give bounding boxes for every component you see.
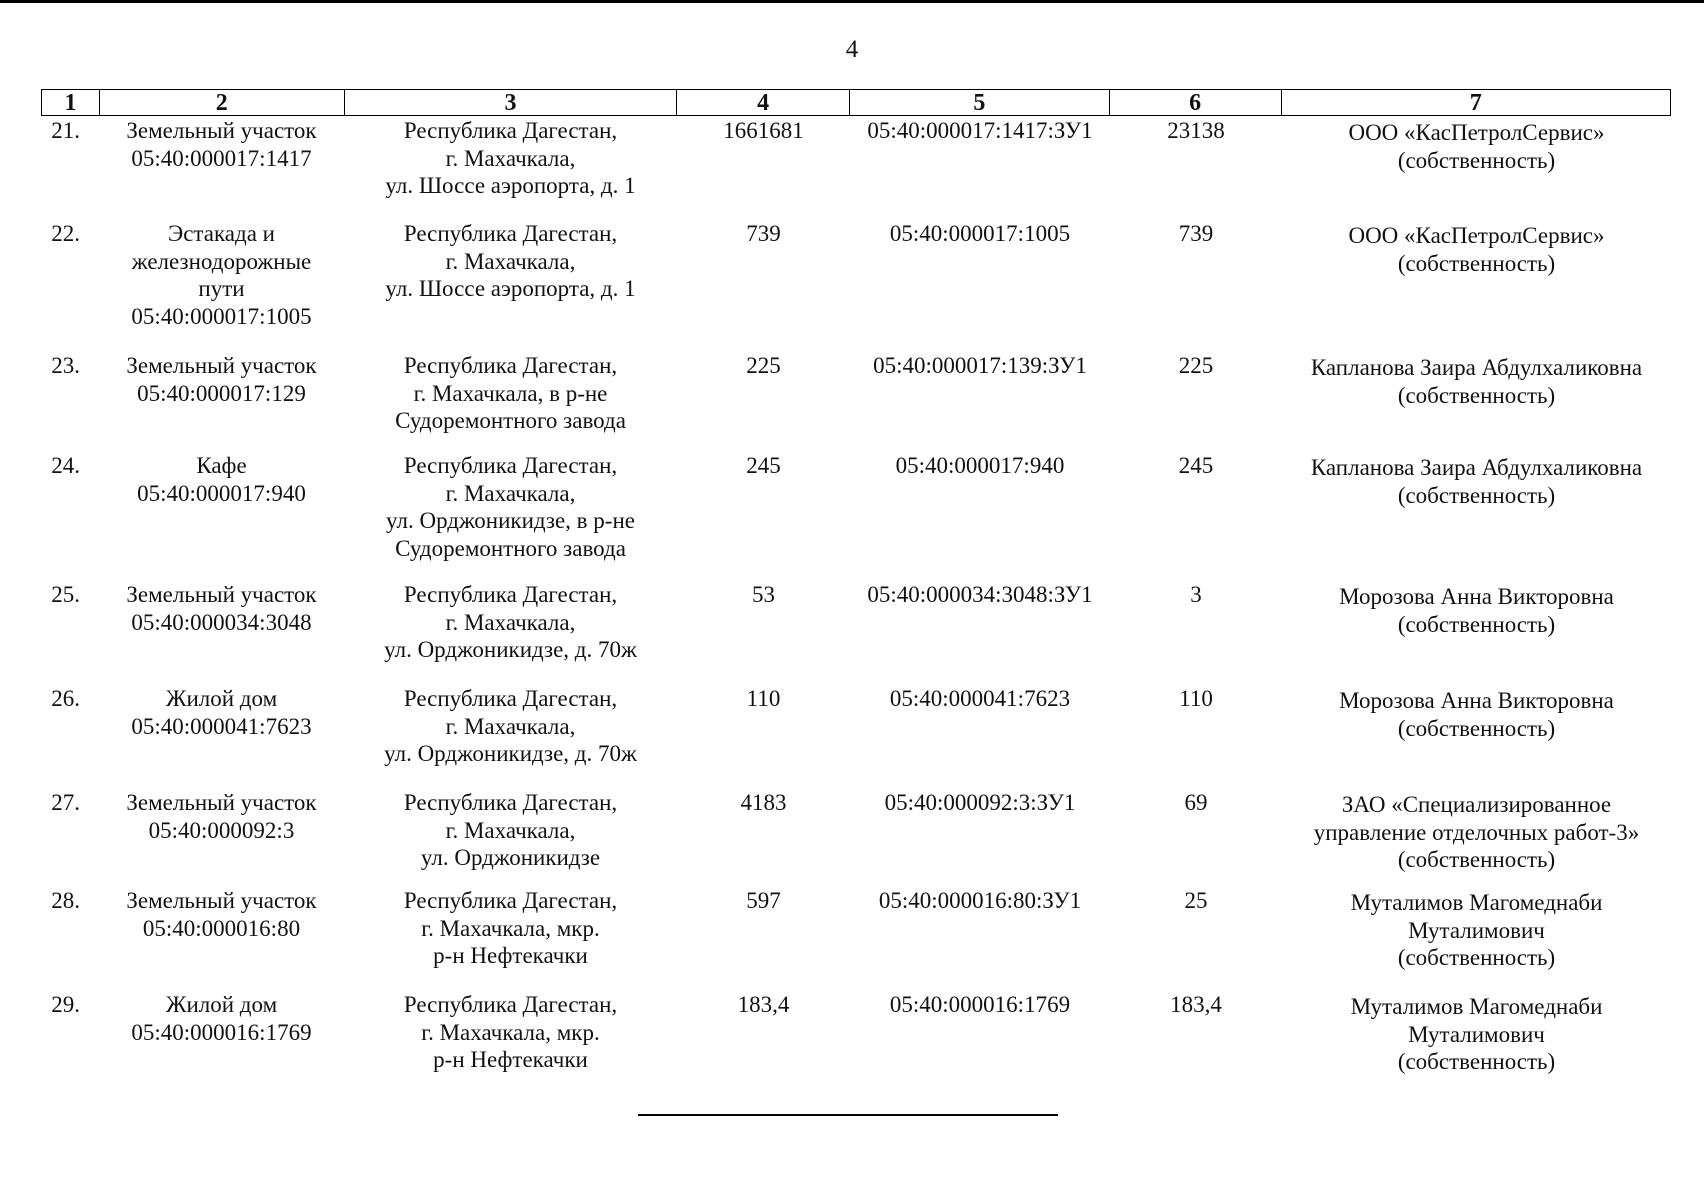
part-area: 3 xyxy=(1190,582,1202,607)
owner: ООО «КасПетролСервис» (собственность) xyxy=(1348,223,1605,276)
row-number: 24. xyxy=(51,453,80,478)
object-name: Жилой дом 05:40:000016:1769 xyxy=(131,992,312,1045)
cadastral-number: 05:40:000034:3048:ЗУ1 xyxy=(867,582,1093,607)
page-number: 4 xyxy=(845,36,859,63)
header-col-7: 7 xyxy=(1469,90,1482,116)
top-border-line xyxy=(0,0,1704,3)
object-name: Земельный участок 05:40:000034:3048 xyxy=(126,582,317,635)
row-number: 26. xyxy=(51,686,80,711)
header-col-2: 2 xyxy=(100,90,345,115)
owner: Муталимов Магомеднаби Муталимович (собственность) xyxy=(1350,994,1603,1074)
row-number: 25. xyxy=(51,582,80,607)
cadastral-number: 05:40:000016:1769 xyxy=(889,992,1071,1017)
owner: Морозова Анна Викторовна (собственность) xyxy=(1339,584,1614,637)
header-col-6: 6 xyxy=(1110,90,1282,115)
object-name: Земельный участок 05:40:000092:3 xyxy=(126,790,317,843)
cadastral-number: 05:40:000092:3:ЗУ1 xyxy=(884,790,1076,815)
object-area: 597 xyxy=(746,888,781,913)
object-area: 739 xyxy=(746,221,781,246)
object-name: Жилой дом 05:40:000041:7623 xyxy=(131,686,312,739)
object-name: Кафе 05:40:000017:940 xyxy=(137,453,306,506)
row-number: 27. xyxy=(51,790,80,815)
object-address: Республика Дагестан, г. Махачкала, ул. Орджоникидзе, д. 70ж xyxy=(384,686,637,766)
object-address: Республика Дагестан, г. Махачкала, мкр. р-н Нефтекачки xyxy=(403,888,618,968)
object-area: 225 xyxy=(746,353,781,378)
owner: ЗАО «Специализированное управление отделочных работ-3» (собственность) xyxy=(1313,792,1640,872)
object-name: Земельный участок 05:40:000017:129 xyxy=(126,353,317,406)
owner: Морозова Анна Викторовна (собственность) xyxy=(1339,688,1614,741)
cadastral-number: 05:40:000017:1005 xyxy=(889,221,1071,246)
object-address: Республика Дагестан, г. Махачкала, ул. Орджоникидзе, д. 70ж xyxy=(384,582,637,662)
owner: Капланова Заира Абдулхаликовна (собственность) xyxy=(1310,355,1643,408)
object-name: Земельный участок 05:40:000017:1417 xyxy=(126,118,317,171)
end-of-table-line xyxy=(638,1114,1058,1116)
object-address: Республика Дагестан, г. Махачкала, в р-не Судоремонтного завода xyxy=(395,353,626,433)
object-area: 110 xyxy=(746,686,781,711)
object-address: Республика Дагестан, г. Махачкала, ул. Орджоникидзе, в р-не Судоремонтного завода xyxy=(386,453,635,561)
object-area: 4183 xyxy=(740,790,787,815)
cadastral-number: 05:40:000017:139:ЗУ1 xyxy=(873,353,1087,378)
object-area: 245 xyxy=(746,453,781,478)
row-number: 21. xyxy=(51,118,80,143)
row-number: 22. xyxy=(51,221,80,246)
object-name: Эстакада и железнодорожные пути 05:40:000017:1005 xyxy=(131,221,312,329)
object-address: Республика Дагестан, г. Махачкала, мкр. р-н Нефтекачки xyxy=(403,992,618,1072)
part-area: 25 xyxy=(1184,888,1208,913)
cadastral-number: 05:40:000016:80:ЗУ1 xyxy=(878,888,1082,913)
object-name: Земельный участок 05:40:000016:80 xyxy=(126,888,317,941)
row-number: 28. xyxy=(51,888,80,913)
object-address: Республика Дагестан, г. Махачкала, ул. Шоссе аэропорта, д. 1 xyxy=(385,221,636,301)
part-area: 225 xyxy=(1178,353,1214,378)
part-area: 23138 xyxy=(1167,118,1225,143)
object-area: 53 xyxy=(752,582,775,607)
header-col-1: 1 xyxy=(42,90,100,115)
owner: ООО «КасПетролСервис» (собственность) xyxy=(1348,120,1605,173)
owner: Капланова Заира Абдулхаликовна (собственность) xyxy=(1310,455,1643,508)
header-col-4: 4 xyxy=(677,90,850,115)
part-area: 183,4 xyxy=(1170,992,1222,1017)
cadastral-number: 05:40:000041:7623 xyxy=(889,686,1071,711)
object-area: 1661681 xyxy=(723,118,804,143)
owner: Муталимов Магомеднаби Муталимович (собственность) xyxy=(1350,890,1603,970)
object-address: Республика Дагестан, г. Махачкала, ул. Орджоникидзе xyxy=(403,790,618,870)
object-address: Республика Дагестан, г. Махачкала, ул. Шоссе аэропорта, д. 1 xyxy=(385,118,636,198)
row-number: 23. xyxy=(51,353,80,378)
row-number: 29. xyxy=(51,992,80,1017)
cadastral-number: 05:40:000017:940 xyxy=(895,453,1065,478)
part-area: 69 xyxy=(1184,790,1208,815)
part-area: 245 xyxy=(1178,453,1214,478)
cadastral-number: 05:40:000017:1417:ЗУ1 xyxy=(867,118,1093,143)
part-area: 110 xyxy=(1179,686,1213,711)
header-col-5: 5 xyxy=(850,90,1110,115)
part-area: 739 xyxy=(1178,221,1214,246)
table-header xyxy=(41,89,1671,116)
object-area: 183,4 xyxy=(737,992,790,1017)
header-col-3: 3 xyxy=(345,90,678,115)
